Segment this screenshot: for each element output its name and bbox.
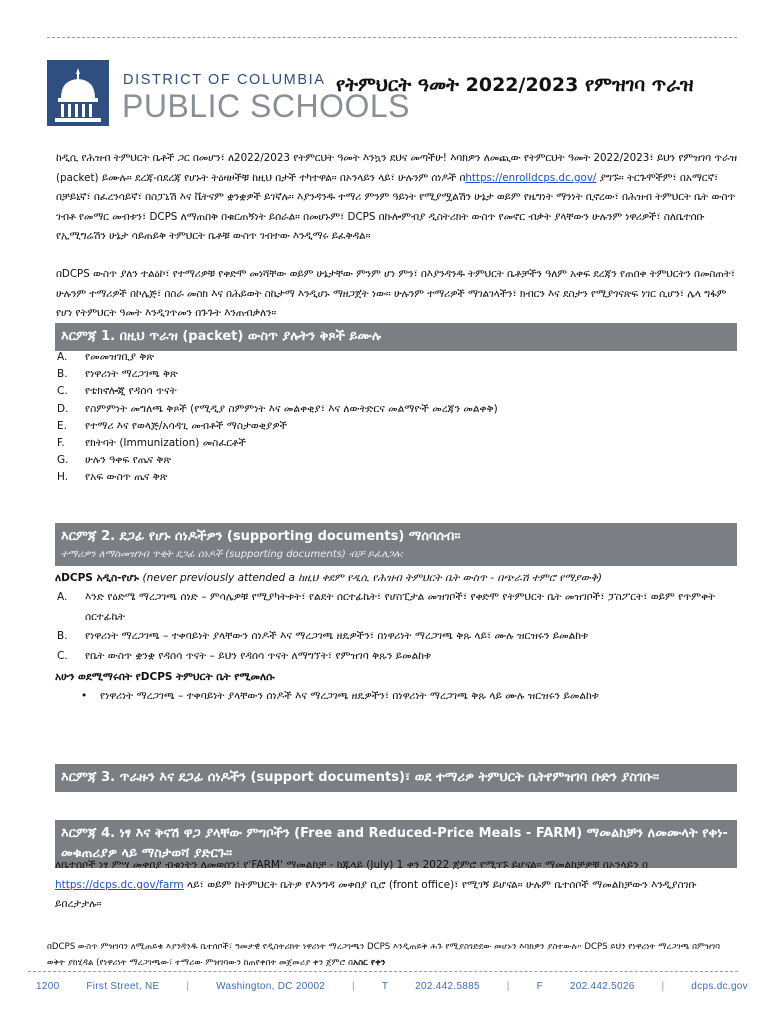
footer [36, 981, 748, 992]
footer-phone-label: T [381, 981, 389, 992]
returning-students-heading: አሁን ወደሚማሩበት የDCPS ትምህርት ቤት የሚመለሱ [55, 671, 275, 684]
footer-street-number: 1200 [36, 981, 60, 992]
intro-paragraph-1 [56, 149, 738, 247]
list-marker: G. [57, 454, 69, 467]
list-item-text: ሁሉን ዓቀፍ የጤና ቅጽ [85, 454, 172, 467]
list-marker: H. [57, 471, 69, 484]
list-item [55, 687, 737, 706]
list-item [55, 366, 737, 383]
step-2-title: እርምጃ 2. ደጋፊ የሆኑ ሰነዶችዎን (supporting documents) ማሰባሰብ። [61, 529, 461, 544]
step-1-list [55, 349, 737, 487]
logo-schools-text: PUBLIC SCHOOLS [122, 88, 410, 124]
step-1-title: እርምጃ 1. በዚህ ጥራዝ (packet) ውስጥ ያሉትን ቅጾች ይሙሉ [61, 329, 382, 344]
step-3-title: እርምጃ 3. ጥራዙን እና ደጋፊ ሰነዶችን (support documents)፣ ወደ ተማሪዎ ትምህርት ቤትየምዝገባ ቡድን ያስገቡ። [61, 770, 660, 785]
new-students-heading [55, 569, 737, 588]
footer-website: dcps.dc.gov [691, 981, 748, 992]
footer-separator: | [186, 981, 190, 992]
farm-link[interactable]: https://dcps.dc.gov/farm [55, 878, 184, 891]
list-marker: E. [57, 419, 67, 432]
list-marker: C. [57, 385, 68, 398]
list-item [55, 349, 737, 366]
intro-paragraph-2: በDCPS ውስጥ ያለን ተልዕኮ፣ የተማሪዎቹ የቀድሞ መነሻቸው ወይም ሁኔታቸው ምንም ሆነ ምን፣ በእያንዳንዱ ትምህርት ቤቶቻችን ዓለም አቀፍ ደረጃን የጠበቀ ትምህርትን በመስጠት፣ ሁሉንም ተማሪዎች በኮሌጅ፣ በስራ መስክ እና በሕይወት ስኬታማ እንዲሆኑ ማዘጋጀት ነው። ሁሉንም ተማሪዎች ማገልገላችን፣ ክብርን እና ደስታን የሚያጎናጽፍ ነገር ሲሆን፣ ሌላ ግፋም የሆነ የትምህርት ዓመት እንዲገጥመን በጉጉት እንጠብቃለን። [56, 268, 736, 320]
list-marker: A. [57, 591, 68, 604]
page-title: የትምህርት ዓመት 2022/2023 የምዝገባ ጥራዝ [336, 74, 694, 96]
footer-street: First Street, NE [86, 981, 160, 992]
footer-city: Washington, DC 20002 [216, 981, 326, 992]
footer-separator: | [661, 981, 665, 992]
list-item [55, 647, 737, 666]
note-bold-text: አስር የቀን [353, 958, 386, 968]
step-1-header [55, 323, 737, 351]
list-item [55, 418, 737, 435]
capitol-dome-icon [47, 60, 109, 126]
dcps-logo [47, 60, 410, 130]
list-marker: C. [57, 649, 68, 662]
footer-phone: 202.442.5885 [415, 981, 480, 992]
footer-fax: 202.442.5026 [569, 981, 635, 992]
bullet-marker: • [81, 690, 88, 703]
new-students-note: (never previously attended a ከዚህ ቀደም የዲሲ የሕዝብ ትምህርት ቤት ውስጥ - በጭራሽ ተምሮ የማያውቅ) [142, 572, 602, 584]
list-marker: A. [57, 351, 68, 363]
list-item-text: የክትባት (Immunization) መስፈርቶች [85, 437, 247, 450]
farm-paragraph [55, 856, 737, 915]
list-item-text: የቴክኖሎጂ የዳሰሳ ጥናት [85, 385, 177, 398]
footer-divider [28, 971, 738, 972]
list-item [55, 435, 737, 452]
footer-separator: | [506, 981, 510, 992]
note-text: በDCPS ውስጥ ምዝገባን ለሚጠይቁ እያንዳንዱ ቤተሰቦች፣ ዓመታዊ የዲስትሪክት ነዋሪነት ማረጋገጫን DCPS እንዲጠይቅ ሕጉ የሚያስገድደው መሆኑን እባክዎን ያስተውሉ። DCPS ይህን የነዋሪነት ማረጋገጫ በምዝገባ ወቅት ያከሂዳል (የነዋሪነት ማረጋገጫው፣ ተማሪው ምዝገባውን ከጠየቀበት መጀመሪያ ቀን ጀምሮ በ [47, 942, 721, 968]
list-item-text: የስምምነት መግለጫ ቅጾች (የሚዲያ ስምምነት እና መልቀቂያ፣ እና ለውትድርና መልማዮች መረጃን መልቀቅ) [85, 402, 498, 415]
intro-text: ከዲሲ የሕዝብ ትምህርት ቤቶች ጋር በመሆን፣ ለ2022/2023 የትምርህት ዓመት እንኳን ደህና መጣችሁ! እባክዎን ለመጪው የትምርህት ዓመት 2022/2023፣ ይህን የምዝገባ ጥራዝ (packet) ይሙሉ። ደረጃ-በደረጃ የሆኑት ትዕዛዞችቹ ከዚህ በታች ተካተዋል። በኦንላይን ላይ፣ ሁሉንም ሰነዶች በ [56, 152, 737, 184]
list-marker: B. [57, 368, 68, 381]
list-item-text: የነዋሪነት ማረጋገጫ – ተቀባይነት ያላቸውን ሰነዶች እና ማረጋገጫ ዘዴዎችን፣ በነዋሪነት ማረጋገጫ ቅጹ ላይ ሙሉ ዝርዝሩን ይመልከቱ [100, 690, 599, 703]
new-students-label: ለDCPS አዲስ-የሆኑ [55, 572, 143, 584]
step-3-header [55, 764, 737, 792]
list-marker: F. [57, 437, 65, 450]
step-2-subtitle: ተማሪዎን ለማስመዝገብ ጥቂት ደጋፊ ሰነዶች (supporting documents) ብቻ ይፈለጋሉ: [61, 549, 404, 560]
list-item-text: የአፍ ውስጥ ጤና ቅጽ [85, 471, 168, 484]
enroll-link[interactable]: https://enrolldcps.dc.gov/ [465, 171, 597, 184]
footer-separator: | [352, 981, 355, 992]
list-item [55, 401, 737, 418]
list-item [55, 469, 737, 486]
list-item [55, 627, 737, 646]
top-divider [47, 37, 737, 38]
step-2-header [55, 523, 737, 566]
logo-district-text: DISTRICT OF COLUMBIA [123, 72, 326, 88]
farm-text-cont: ላይ፣ ወይም ከትምህርት ቤትዎ የእንግዳ መቀበያ ቢሮ (front office)፣ የሚገኝ ይሆናል። ሁሉም ቤተሰቦች ማመልከቻውን እንዲያስገቡ ይበረታታሉ። [55, 878, 697, 911]
list-item-text: እንድ የዕድሜ ማረጋገጫ ሰነድ – ምሳሌዎቹ የሚያካትቱት፣ የልደት ሰርተፊኬት፣ የሆስፒታል መዝገቦች፣ የቀድሞ የትምህርት ቤት መዝገቦች፣ ፓስፖርት፣ ወይም የጥምቀት ሰርተፊኬት [85, 591, 716, 623]
list-item-text: የነዋሪነት ማረጋገጫ – ተቀባይነት ያላቸውን ሰነዶች እና ማረጋገጫ ዘዴዎችን፣ በነዋሪነት ማረጋገጫ ቅጹ ላይ፣ ሙሉ ዝርዝሩን ይመልከቱ [85, 630, 589, 643]
list-item-text: የቤት ውስጥ ቋንቋ የዳሰሳ ጥናት – ይህን የዳሰሳ ጥናት ለማግኘት፣ የምዝገባ ቅጹን ይመልከቱ [85, 649, 432, 662]
intro-text-cont: ያግኙ። ትርጉሞችም፣ በአማርኛ፣ በቻይኒኛ፣ በፈረንሳይኛ፣ በስፓኒሽ እና ቬትናም ቋንቋዎች ይገኛሉ። እያንዳንዱ ተማሪ ምንም ዓይነት የሚያሟልሽን ሁኔታ ወይም የዜግነት ማንነት ቢኖረው፣ በሕዝብ ትምህርት ቤት ውስጥ ገብቶ የመማር መብቱን፣ DCPS ለማጠበቅ በቁርጠኝነት ይሰራል። በመሆኑም፣ DCPS በኩሎምብያ ዲስትሪክት ውስጥ የመኖር ብቃት ያላቸውን ሁሉንም ነዋሪዎች፣ ስለቤተሰቡ የኢሚግሬሽን ሁኔታ ሳይጠይቅ ትምህርት ቤቶቹ ውስጥ ገብተው እንዲማሩ ይፈቅዳል። [56, 171, 736, 243]
residency-note [47, 939, 739, 971]
step-4-title: እርምጃ 4. ነፃ እና ቅናሽ ዋጋ ያላቸው ምግቦችን (Free and Reduced-Price Meals - FARM) ማመልከቻን ለመሙላት የቀነ-መቁጠሪያዎ ላይ ማስታወሻ ያድርጉ። [61, 826, 728, 861]
footer-fax-label: F [536, 981, 543, 992]
list-marker: B. [57, 630, 68, 643]
farm-text: ለቤተሰቦች ነፃ ምሣ መቀበያ ብቁነትን ለመወሰን፣ የ'FARM' ማመልከቻ - ከጁላይ (July) 1 ቀን 2022 ጀምሮ የሚገኙ ይሆናል። ማመልከቻዎቹ በኦንላይን በ [55, 859, 648, 871]
step-2-content [55, 569, 737, 707]
list-item-text: የተማሪ እና የወላጅ/አሳዳጊ መብቶች ማስታወቂያዎች [85, 419, 288, 432]
list-item [55, 452, 737, 469]
list-marker: D. [57, 402, 69, 415]
list-item-text: የመመዝገቢያ ቅጽ [85, 351, 155, 363]
list-item [55, 383, 737, 400]
list-item-text: የነዋሪነት ማረጋገጫ ቅጽ [85, 368, 178, 381]
list-item [55, 588, 737, 627]
